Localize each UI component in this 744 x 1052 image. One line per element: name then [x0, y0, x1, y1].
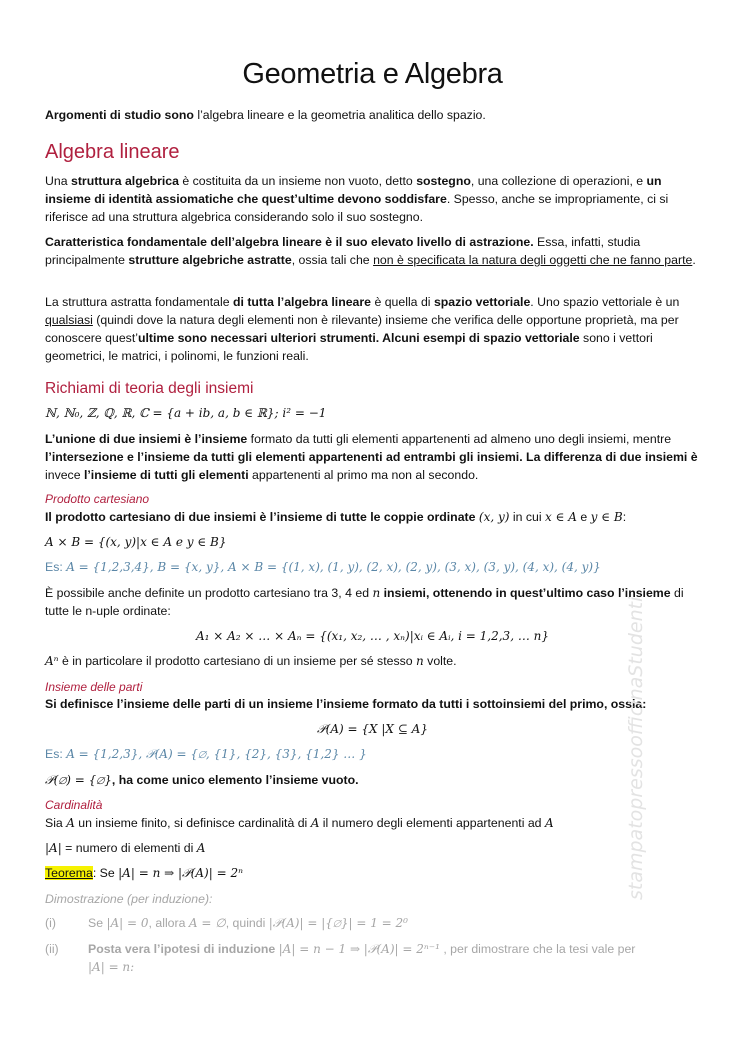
paragraph-struttura-algebrica: Una struttura algebrica è costituita da un insieme non vuoto, detto sostegno, una collezione di operazioni, e un insieme di identità assiomatiche che quest’ultime devono soddisfare. Spesso, anche se impropriamente, ci si riferisce ad una struttura algebrica considerando solo il suo sostegno. [45, 174, 669, 224]
cardinality-definition: Sia A un insieme finito, si definisce cardinalità di A il numero degli elementi appartenenti ad A [45, 816, 554, 830]
paragraph-spazio-vettoriale: La struttura astratta fondamentale di tutta l’algebra lineare è quella di spazio vettoriale. Uno spazio vettoriale è un qualsiasi (quindi dove la natura degli elementi non è rilevante) insieme che verifica delle opportune proprietà, ma per conoscere quest’ultime sono necessari ulteriori strumenti. Alcuni esempi di spazio vettoriale sono i vettori geometrici, le matrici, i polinomi, le funzioni reali. [45, 295, 680, 363]
cartesian-definition: Il prodotto cartesiano di due insiemi è l’insieme di tutte le coppie ordinate (x, y) in cui x ∈ A e y ∈ B: [45, 510, 627, 524]
paragraph-unione-intersezione: L’unione di due insiemi è l’insieme formato da tutti gli elementi appartenenti ad almeno uno degli insiemi, mentre l’intersezione e l’insieme da tutti gli elementi appartenenti ad entrambi gli insiemi. La differenza di due insiemi è invece l’insieme di tutti gli elementi appartenenti al primo ma non al secondo. [45, 432, 698, 482]
section-heading-algebra-lineare: Algebra lineare [45, 141, 180, 163]
parts-definition: Si definisce l’insieme delle parti di un insieme l’insieme formato da tutti i sottoinsiemi del primo, ossia: [45, 697, 647, 711]
cartesian-formula: A × B = {(x, y)|x ∈ A e y ∈ B} [45, 535, 227, 549]
theorem-label: Teorema [45, 866, 93, 880]
paragraph-astrazione: Caratteristica fondamentale dell’algebra lineare è il suo elevato livello di astrazione. Essa, infatti, studia principalmente strutture algebriche astratte, ossia tali che non è specificata la natura degli oggetti che ne fanno parte. [45, 235, 696, 267]
cartesian-example: Es: A = {1,2,3,4}, B = {x, y}, A × B = {(1, x), (1, y), (2, x), (2, y), (3, x), (3, y), (4, x), (4, y)} [45, 560, 601, 574]
section-heading-insiemi: Richiami di teoria degli insiemi [45, 380, 254, 397]
cardinality-notation: |A| = numero di elementi di A [45, 841, 206, 855]
proof-heading: Dimostrazione (per induzione): [45, 892, 213, 906]
parts-empty-set: 𝒫(∅) = {∅}, ha come unico elemento l’insieme vuoto. [45, 773, 359, 787]
cartesian-n-formula: A₁ × A₂ × … × Aₙ = {(x₁, x₂, … , xₙ)|xᵢ ∈ Aᵢ, i = 1,2,3, … n} [195, 629, 549, 643]
cartesian-extension: È possibile anche definite un prodotto cartesiano tra 3, 4 ed n insiemi, ottenendo in quest’ultimo caso l’insieme di tutte le n-uple ordinate: [45, 586, 684, 618]
subheading-prodotto-cartesiano: Prodotto cartesiano [45, 492, 150, 506]
number-sets-formula: ℕ, ℕ₀, ℤ, ℚ, ℝ, ℂ = {a + ib, a, b ∈ ℝ}; i² = −1 [45, 406, 327, 420]
page-title: Geometria e Algebra [242, 58, 503, 90]
watermark-text: stampatopressoofficinaStudenti [625, 596, 647, 900]
intro-paragraph: Argomenti di studio sono l’algebra lineare e la geometria analitica dello spazio. [45, 108, 486, 122]
theorem-line: Teorema: Se |A| = n ⇒ |𝒫(A)| = 2ⁿ [45, 866, 243, 880]
proof-step-i: (i) Se |A| = 0, allora A = ∅, quindi |𝒫(A)| = |{∅}| = 1 = 2⁰ [45, 916, 408, 930]
cartesian-power: Aⁿ è in particolare il prodotto cartesiano di un insieme per sé stesso n volte. [45, 654, 457, 668]
subheading-cardinalita: Cardinalità [45, 798, 103, 812]
parts-example: Es: A = {1,2,3}, 𝒫(A) = {∅, {1}, {2}, {3}, {1,2} … } [45, 747, 367, 761]
proof-step-ii: (ii) Posta vera l’ipotesi di induzione |A| = n − 1 ⇒ |𝒫(A)| = 2ⁿ⁻¹ , per dimostrare che la tesi vale per |A| = n: [45, 942, 636, 974]
parts-formula: 𝒫(A) = {X |X ⊆ A} [317, 722, 428, 736]
subheading-insieme-parti: Insieme delle parti [45, 680, 143, 694]
